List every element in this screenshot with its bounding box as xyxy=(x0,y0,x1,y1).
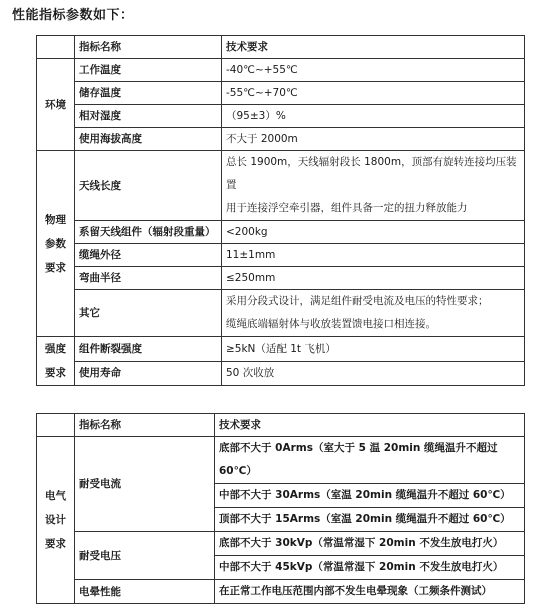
cell-text-line: 缆绳底端辐射体与收放装置馈电接口相连接。 xyxy=(226,318,436,330)
requirement-cell: 中部不大于 45kVp（常温常湿下 20min 不发生放电打火） xyxy=(215,556,525,580)
header-name-cell: 指标名称 xyxy=(75,414,215,437)
indicator-name-cell: 缆绳外径 xyxy=(75,244,222,267)
indicator-name-cell: 电晕性能 xyxy=(75,580,215,604)
indicator-name-cell: 耐受电压 xyxy=(75,532,215,580)
cell-text-line: 设计 xyxy=(45,514,66,526)
header-name-cell: 指标名称 xyxy=(75,36,222,59)
table-row xyxy=(37,532,525,556)
requirement-cell xyxy=(222,151,525,221)
cell-text-line: 50 次收放 xyxy=(226,367,275,380)
header-req-cell: 技术要求 xyxy=(215,414,525,437)
table-row xyxy=(37,151,525,221)
requirement-cell xyxy=(222,128,525,151)
indicator-name-cell: 耐受电流 xyxy=(75,437,215,532)
cell-text-line: 11±1mm xyxy=(226,249,276,261)
cell-text-line: 不大于 2000m xyxy=(226,133,298,145)
requirement-cell xyxy=(222,221,525,244)
category-cell xyxy=(37,337,75,386)
table-row xyxy=(37,82,525,105)
cell-text-line: 强度 xyxy=(45,343,66,355)
requirement-cell xyxy=(222,337,525,362)
indicator-name-cell: 天线长度 xyxy=(75,151,222,221)
cell-text-line: 采用分段式设计，满足组件耐受电流及电压的特性要求； xyxy=(226,295,489,307)
indicator-name-cell: 组件断裂强度 xyxy=(75,337,222,362)
performance-table-1 xyxy=(36,35,525,386)
cell-text-line: 参数 xyxy=(45,237,66,250)
table-header-row xyxy=(37,36,525,59)
table-row xyxy=(37,290,525,337)
cell-text-line: -40℃~+55℃ xyxy=(226,64,298,76)
table-row xyxy=(37,105,525,128)
table-row xyxy=(37,267,525,290)
requirement-cell xyxy=(222,244,525,267)
cell-text-line: 要求 xyxy=(45,261,66,274)
cell-text-line: <200kg xyxy=(226,226,268,238)
header-empty-cell xyxy=(37,36,75,59)
cell-text-line: 要求 xyxy=(45,538,66,550)
indicator-name-cell: 使用寿命 xyxy=(75,361,222,386)
requirement-cell xyxy=(222,59,525,82)
header-req-cell: 技术要求 xyxy=(222,36,525,59)
table-row xyxy=(37,221,525,244)
requirement-cell xyxy=(222,82,525,105)
requirement-cell: 中部不大于 30Arms（室温 20min 缆绳温升不超过 60℃） xyxy=(215,484,525,508)
requirement-cell: 顶部不大于 15Arms（室温 20min 缆绳温升不超过 60℃） xyxy=(215,508,525,532)
performance-table-2 xyxy=(36,413,525,604)
table-header-row xyxy=(37,414,525,437)
indicator-name-cell: 弯曲半径 xyxy=(75,267,222,290)
header-empty-cell xyxy=(37,414,75,437)
indicator-name-cell: 相对湿度 xyxy=(75,105,222,128)
requirement-cell xyxy=(222,290,525,337)
requirement-cell: 底部不大于 30kVp（常温常湿下 20min 不发生放电打火） xyxy=(215,532,525,556)
cell-text-line: （95±3）% xyxy=(226,110,286,122)
table-row xyxy=(37,244,525,267)
table-row xyxy=(37,437,525,484)
indicator-name-cell: 使用海拔高度 xyxy=(75,128,222,151)
cell-text-line: 环境 xyxy=(45,98,66,111)
requirement-cell: 在正常工作电压范围内部不发生电晕现象（工频条件测试） xyxy=(215,580,525,604)
table-row xyxy=(37,59,525,82)
cell-text-line: 用于连接浮空牵引器，组件具备一定的扭力释放能力 xyxy=(226,202,468,214)
cell-text-line: ≥5kN（适配 1t 飞机） xyxy=(226,342,336,355)
cell-text-line: -55℃~+70℃ xyxy=(226,87,298,99)
requirement-cell xyxy=(222,105,525,128)
indicator-name-cell: 储存温度 xyxy=(75,82,222,105)
requirement-cell xyxy=(222,267,525,290)
table-row xyxy=(37,580,525,604)
table-row xyxy=(37,361,525,386)
cell-text-line: 要求 xyxy=(45,367,66,379)
requirement-cell xyxy=(222,361,525,386)
cell-text-line: ≤250mm xyxy=(226,272,276,284)
cell-text-line: 电气 xyxy=(45,490,66,502)
requirement-cell: 底部不大于 0Arms（室大于 5 温 20min 缆绳温升不超过 60℃） xyxy=(215,437,525,484)
cell-text-line: 物理 xyxy=(45,213,66,226)
category-cell xyxy=(37,437,75,604)
table-row xyxy=(37,337,525,362)
cell-text-line: 总长 1900m，天线辐射段长 1800m，顶部有旋转连接均压装置 xyxy=(226,156,517,191)
indicator-name-cell: 工作温度 xyxy=(75,59,222,82)
table-row xyxy=(37,128,525,151)
category-cell xyxy=(37,59,75,151)
indicator-name-cell: 其它 xyxy=(75,290,222,337)
indicator-name-cell: 系留天线组件（辐射段重量） xyxy=(75,221,222,244)
category-cell xyxy=(37,151,75,337)
page-heading: 性能指标参数如下： xyxy=(12,8,134,23)
